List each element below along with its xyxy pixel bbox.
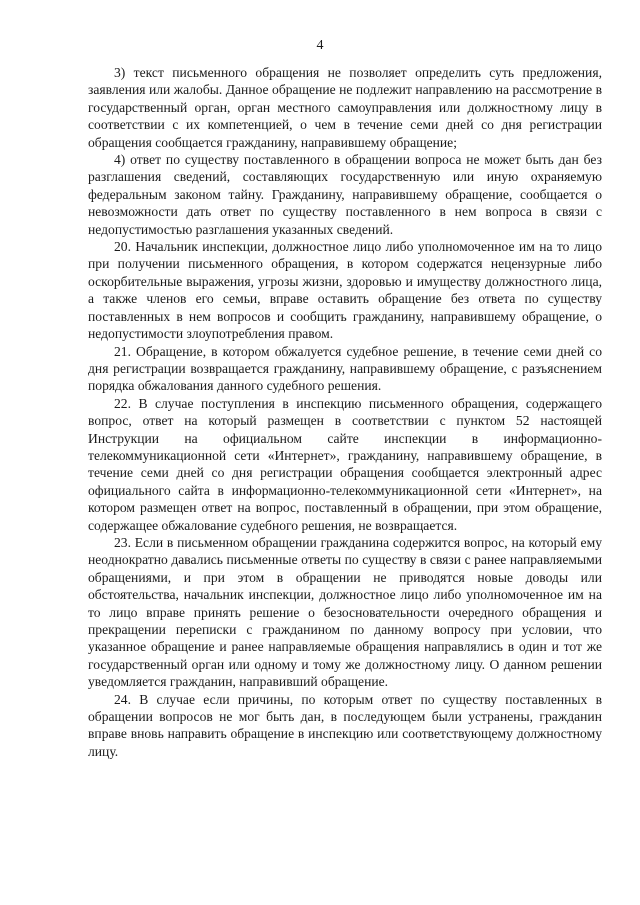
page-number: 4 — [316, 38, 324, 53]
paragraph-clause-21: 21. Обращение, в котором обжалуется судебное решение, в течение семи дней со дня регистрации возвращается гражданину, направившему обращение, с разъяснением порядка обжалования данного судебного решения. — [88, 343, 602, 394]
document-body — [88, 64, 602, 760]
paragraph-item-4: 4) ответ по существу поставленного в обращении вопроса не может быть дан без разглашения сведений, составляющих государственную или иную охраняемую федеральным законом тайну. Гражданину, направившему обращение, сообщается о невозможности дать ответ по существу поставленного в нем вопроса в связи с недопустимостью разглашения указанных сведений. — [88, 152, 602, 237]
paragraph-clause-20: 20. Начальник инспекции, должностное лицо либо уполномоченное им на то лицо при получении письменного обращения, в котором содержатся нецензурные либо оскорбительные выражения, угрозы жизни, здоровью и имуществу должностного лица, а также членов его семьи, вправе оставить обращение без ответа по существу поставленных в нем вопросов и сообщить гражданину, направившему обращение, о недопустимости злоупотребления правом. — [88, 239, 602, 342]
paragraph-clause-23: 23. Если в письменном обращении гражданина содержится вопрос, на который ему неоднократно давались письменные ответы по существу в связи с ранее направляемыми обращениями, и при этом в обращении не приводятся новые доводы или обстоятельства, начальник инспекции, должностное лицо либо уполномоченное им на то лицо вправе принять решение о безосновательности очередного обращения и прекращении переписки с гражданином по данному вопросу при условии, что указанное обращение и ранее направляемые обращения направлялись в один и тот же государственный орган или одному и тому же должностному лицу. О данном решении уведомляется гражданин, направивший обращение. — [88, 534, 602, 690]
paragraph-clause-24: 24. В случае если причины, по которым ответ по существу поставленных в обращении вопросов не мог быть дан, в последующем были устранены, гражданин вправе вновь направить обращение в инспекцию или соответствующему должностному лицу. — [88, 691, 602, 759]
paragraph-clause-22: 22. В случае поступления в инспекцию письменного обращения, содержащего вопрос, ответ на который размещен в соответствии с пунктом 52 настоящей Инструкции на официальном сайте инспекции в информационно-телекоммуникационной сети «Интернет», гражданину, направившему обращение, в течение семи дней со дня регистрации обращения сообщается электронный адрес официального сайта в информационно-телекоммуникационной сети «Интернет», на котором размещен ответ на вопрос, поставленный в обращении, при этом обращение, содержащее обжалование судебного решения, не возвращается. — [88, 395, 602, 533]
paragraph-item-3: 3) текст письменного обращения не позволяет определить суть предложения, заявления или жалобы. Данное обращение не подлежит направлению на рассмотрение в государственный орган, орган местного самоуправления или должностному лицу в соответствии с их компетенцией, о чем в течение семи дней со дня регистрации обращения сообщается гражданину, направившему обращение; — [88, 65, 602, 150]
